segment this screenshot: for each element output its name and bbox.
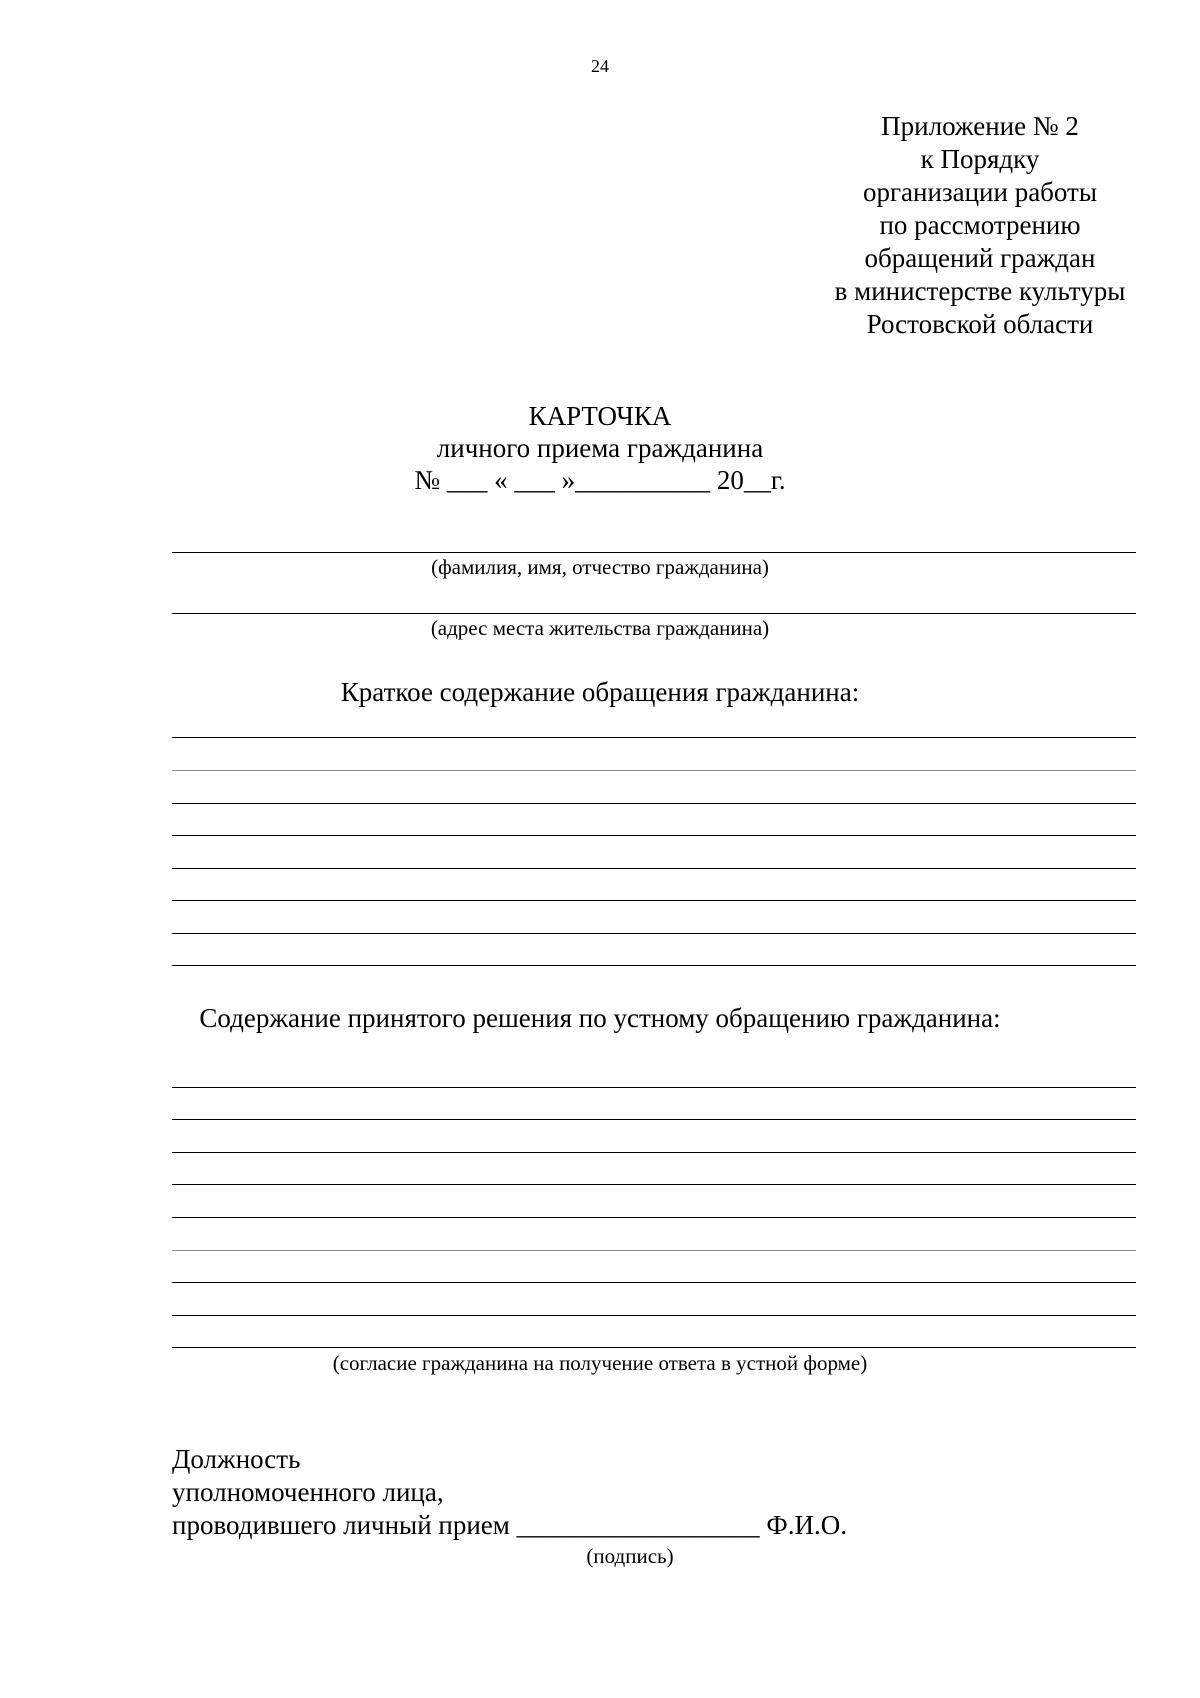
appendix-line: обращений граждан (864, 243, 1096, 273)
appendix-header (770, 110, 1190, 341)
appendix-line: к Порядку (920, 144, 1040, 174)
summary-line[interactable] (172, 835, 1136, 836)
signature-position-label: уполномоченного лица, (172, 1477, 444, 1507)
consent-caption: (согласие гражданина на получение ответа в устной форме) (332, 1351, 868, 1375)
page-number: 24 (591, 56, 609, 76)
decision-line[interactable] (172, 1184, 1136, 1185)
address-field-line[interactable] (172, 613, 1136, 614)
card-title-block (0, 400, 1200, 496)
decision-line[interactable] (172, 1152, 1136, 1153)
signature-row (172, 1509, 1072, 1542)
decision-line[interactable] (172, 1347, 1136, 1348)
signature-position-label: проводившего личный прием (172, 1510, 510, 1540)
appendix-line: в министерстве культуры (834, 276, 1126, 306)
decision-line[interactable] (172, 1250, 1136, 1251)
fio-field-line[interactable] (172, 552, 1136, 553)
appendix-line: по рассмотрению (879, 210, 1081, 240)
summary-line[interactable] (172, 868, 1136, 869)
summary-line[interactable] (172, 965, 1136, 966)
decision-line[interactable] (172, 1282, 1136, 1283)
card-title: КАРТОЧКА (528, 401, 672, 431)
address-caption: (адрес места жительства гражданина) (430, 616, 770, 640)
appendix-line: Приложение № 2 (881, 111, 1079, 141)
appendix-line: организации работы (862, 177, 1097, 207)
signature-field[interactable]: __________________ (516, 1510, 760, 1540)
signature-fio-label: Ф.И.О. (766, 1510, 847, 1540)
decision-line[interactable] (172, 1087, 1136, 1088)
appendix-line: Ростовской области (866, 309, 1094, 339)
summary-line[interactable] (172, 933, 1136, 934)
signature-position-label: Должность (172, 1444, 301, 1474)
summary-heading: Краткое содержание обращения гражданина: (340, 677, 860, 707)
fio-caption: (фамилия, имя, отчество гражданина) (431, 555, 769, 579)
summary-line[interactable] (172, 803, 1136, 804)
decision-line[interactable] (172, 1217, 1136, 1218)
summary-line[interactable] (172, 900, 1136, 901)
decision-line[interactable] (172, 1119, 1136, 1120)
summary-line[interactable] (172, 737, 1136, 738)
decision-line[interactable] (172, 1315, 1136, 1316)
summary-line[interactable] (172, 770, 1136, 771)
card-subtitle: личного приема гражданина (436, 433, 764, 463)
signature-caption: (подпись) (586, 1544, 674, 1568)
card-number-line: № ___ « ___ »__________ 20__г. (414, 465, 786, 495)
decision-heading: Содержание принятого решения по устному обращению гражданина: (199, 1003, 1001, 1033)
signature-block (172, 1443, 1072, 1542)
